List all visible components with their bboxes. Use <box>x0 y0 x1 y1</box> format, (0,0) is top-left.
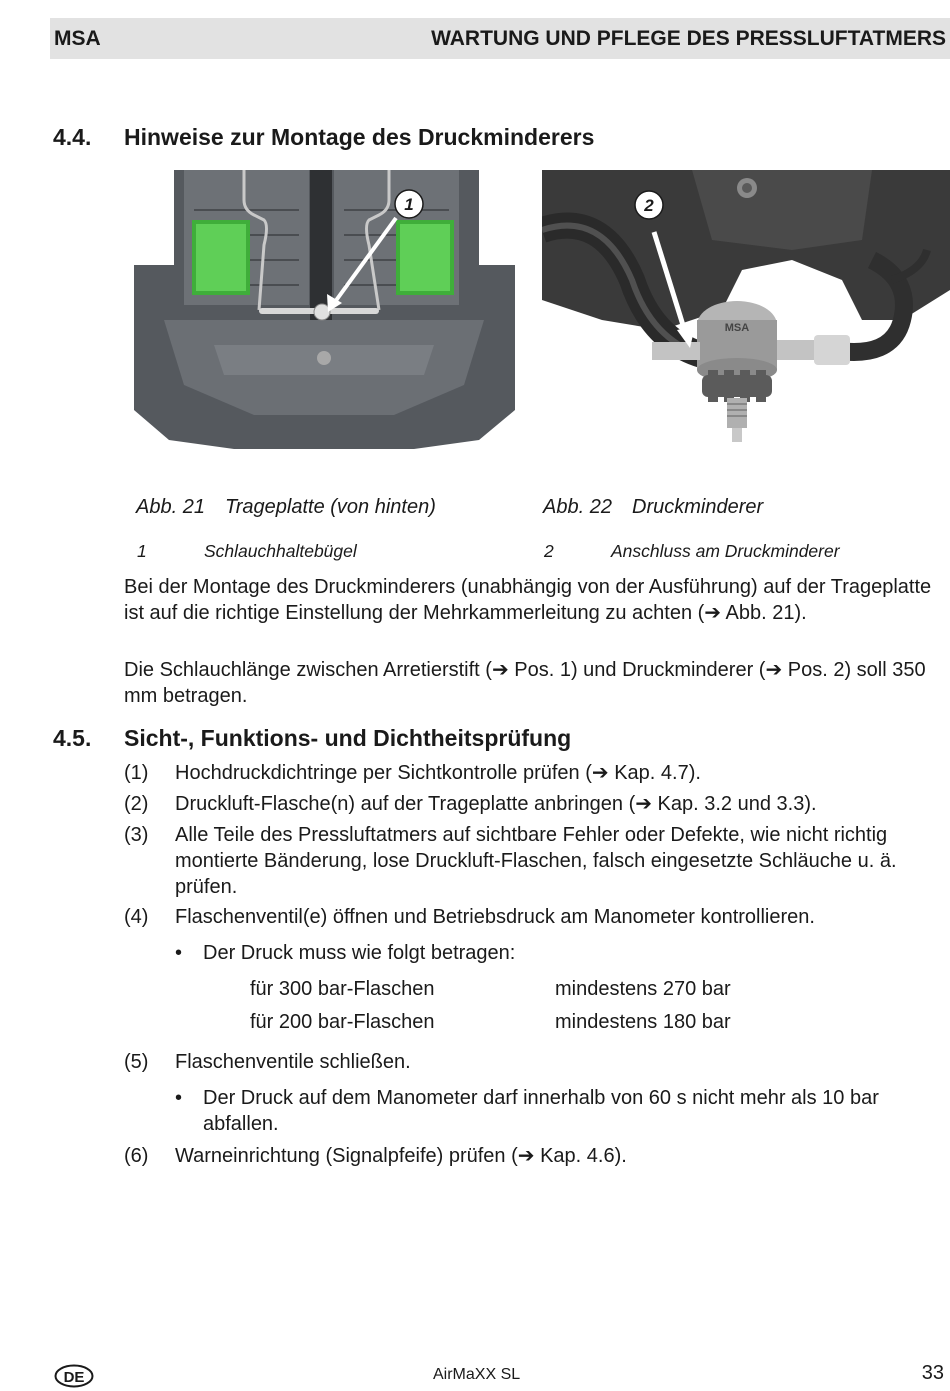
reducer-logo: MSA <box>724 322 750 334</box>
step-4-number: (4) <box>124 906 149 928</box>
page-number: 33 <box>921 1362 944 1384</box>
language-badge <box>54 1364 94 1388</box>
bullet-pressure-drop: Der Druck auf dem Manometer darf innerhalb von 60 s nicht mehr als 10 bar abfallen. <box>203 1087 879 1135</box>
pressure-row-2-value: mindestens 180 bar <box>555 1011 731 1033</box>
paragraph-mounting: Bei der Montage des Druckminderers (unabhängig von der Ausführung) auf der Trageplatte ist auf die richtige Einstellung der Mehrkammerleitung zu achten (➔ Abb. 21). <box>124 576 932 624</box>
callout-1: 1 <box>404 195 414 214</box>
pressure-row-1-bottle: für 300 bar-Flaschen <box>250 978 435 1000</box>
callout-2: 2 <box>644 196 654 215</box>
header-chapter-title: WARTUNG UND PFLEGE DES PRESSLUFTATMERS <box>431 27 946 50</box>
section-4-4-title: Hinweise zur Montage des Druckminderers <box>124 124 595 150</box>
bullet-pressure-requirement: Der Druck muss wie folgt betragen: <box>203 942 516 964</box>
legend-1-text: Schlauchhaltebügel <box>204 541 357 561</box>
header-brand: MSA <box>54 27 101 50</box>
step-6-text: Warneinrichtung (Signalpfeife) prüfen (➔ Kap. 4.6). <box>175 1145 627 1167</box>
step-3-number: (3) <box>124 824 149 846</box>
step-2-number: (2) <box>124 793 149 815</box>
figure-21-caption-text: Trageplatte (von hinten) <box>225 496 436 518</box>
step-6-number: (6) <box>124 1145 149 1167</box>
figure-22-caption-label: Abb. 22 <box>543 496 612 518</box>
legend-1-number: 1 <box>137 541 147 561</box>
legend-2-number: 2 <box>544 541 554 561</box>
page-header <box>50 18 950 59</box>
step-2-text: Druckluft-Flasche(n) auf der Trageplatte anbringen (➔ Kap. 3.2 und 3.3). <box>175 793 817 815</box>
language-badge-text: DE <box>63 1369 85 1386</box>
section-4-5-number: 4.5. <box>53 725 92 751</box>
step-1-number: (1) <box>124 762 149 784</box>
pressure-reducer-illustration <box>542 170 950 449</box>
step-5-text: Flaschenventile schließen. <box>175 1051 411 1073</box>
bullet-dot: • <box>175 942 183 964</box>
figure-22-caption-text: Druckminderer <box>632 496 764 518</box>
section-4-4-number: 4.4. <box>53 124 92 150</box>
step-1-text: Hochdruckdichtringe per Sichtkontrolle prüfen (➔ Kap. 4.7). <box>175 762 701 784</box>
footer-product-name: AirMaXX SL <box>433 1366 521 1383</box>
figure-pressure-reducer <box>542 170 950 449</box>
figure-backplate <box>134 170 515 449</box>
step-4-text: Flaschenventil(e) öffnen und Betriebsdruck am Manometer kontrollieren. <box>175 906 815 928</box>
legend-2-text: Anschluss am Druckminderer <box>611 541 840 561</box>
backplate-illustration <box>134 170 515 449</box>
figure-21-caption-label: Abb. 21 <box>136 496 205 518</box>
step-5-number: (5) <box>124 1051 149 1073</box>
step-3-text: Alle Teile des Pressluftatmers auf sichtbare Fehler oder Defekte, wie nicht richtig montierte Bänderung, lose Druckluft-Flaschen, falsch eingesetzte Schläuche u. ä. prüfen. <box>175 824 897 898</box>
pressure-row-2-bottle: für 200 bar-Flaschen <box>250 1011 435 1033</box>
paragraph-hose-length: Die Schlauchlänge zwischen Arretierstift (➔ Pos. 1) und Druckminderer (➔ Pos. 2) soll 350 mm betragen. <box>124 659 926 707</box>
pressure-row-1-value: mindestens 270 bar <box>555 978 731 1000</box>
section-4-5-title: Sicht-, Funktions- und Dichtheitsprüfung <box>124 725 572 751</box>
bullet-dot: • <box>175 1087 183 1109</box>
